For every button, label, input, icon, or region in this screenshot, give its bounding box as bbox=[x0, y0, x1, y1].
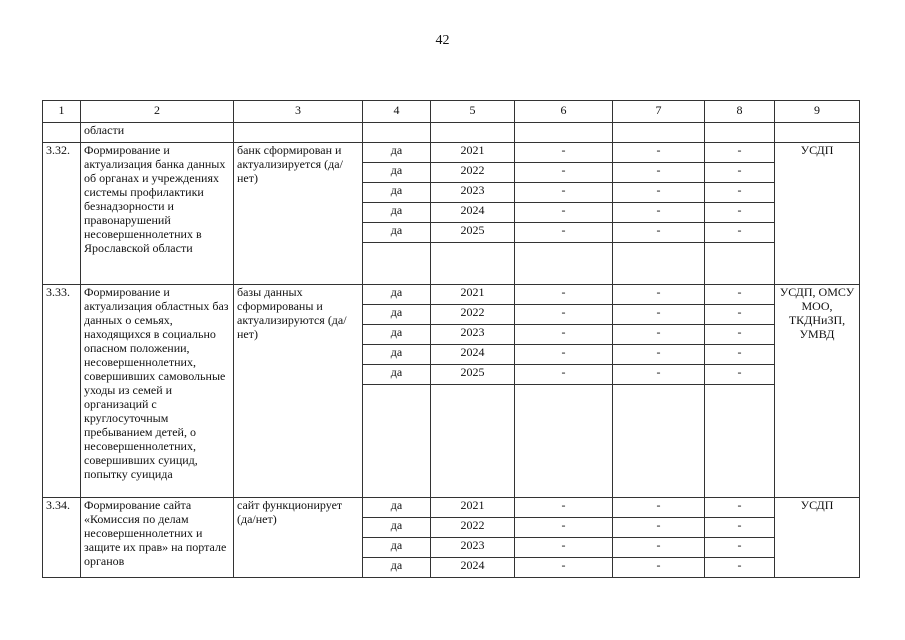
header-col-9: 9 bbox=[775, 101, 860, 123]
indicator-value: да bbox=[363, 345, 431, 365]
year-cell: 2024 bbox=[431, 558, 515, 578]
year-cell: 2025 bbox=[431, 365, 515, 385]
col6-value: - bbox=[515, 345, 613, 365]
header-col-7: 7 bbox=[613, 101, 705, 123]
col8-value: - bbox=[705, 498, 775, 518]
page-number: 42 bbox=[435, 33, 450, 48]
header-col-3: 3 bbox=[234, 101, 363, 123]
col6-value: - bbox=[515, 285, 613, 305]
col8-value: - bbox=[705, 203, 775, 223]
continuation-text: области bbox=[81, 123, 234, 143]
col7-value: - bbox=[613, 143, 705, 163]
col7-value: - bbox=[613, 183, 705, 203]
col8-value: - bbox=[705, 325, 775, 345]
indicator-text: базы данных сформированы и актуализируются (да/нет) bbox=[234, 285, 363, 498]
indicator-text: банк сформирован и актуализируется (да/нет) bbox=[234, 143, 363, 285]
year-cell: 2021 bbox=[431, 285, 515, 305]
year-cell: 2025 bbox=[431, 223, 515, 243]
indicator-value: да bbox=[363, 203, 431, 223]
year-cell: 2021 bbox=[431, 143, 515, 163]
year-cell: 2024 bbox=[431, 203, 515, 223]
year-cell: 2022 bbox=[431, 305, 515, 325]
year-cell: 2022 bbox=[431, 163, 515, 183]
indicator-value: да bbox=[363, 558, 431, 578]
col6-value: - bbox=[515, 223, 613, 243]
continuation-row bbox=[43, 123, 860, 143]
col8-value: - bbox=[705, 163, 775, 183]
indicator-value: да bbox=[363, 325, 431, 345]
year-cell: 2023 bbox=[431, 538, 515, 558]
col8-value: - bbox=[705, 285, 775, 305]
indicator-value: да bbox=[363, 223, 431, 243]
continuation-col-1 bbox=[43, 123, 81, 143]
col6-value: - bbox=[515, 143, 613, 163]
col6-value: - bbox=[515, 365, 613, 385]
col7-value: - bbox=[613, 203, 705, 223]
indicator-value: да bbox=[363, 498, 431, 518]
col8-value: - bbox=[705, 518, 775, 538]
executor: УСДП bbox=[775, 143, 860, 285]
indicator-value: да bbox=[363, 518, 431, 538]
col8-value: - bbox=[705, 558, 775, 578]
col6-value: - bbox=[515, 498, 613, 518]
header-col-8: 8 bbox=[705, 101, 775, 123]
col7-value: - bbox=[613, 498, 705, 518]
col7-value: - bbox=[613, 325, 705, 345]
col6-value: - bbox=[515, 183, 613, 203]
col7-value: - bbox=[613, 365, 705, 385]
col7-value: - bbox=[613, 223, 705, 243]
year-cell: 2021 bbox=[431, 498, 515, 518]
year-cell: 2022 bbox=[431, 518, 515, 538]
indicator-text: сайт функционирует (да/нет) bbox=[234, 498, 363, 578]
measure-description: Формирование и актуализация банка данных об органах и учреждениях системы профилактики безнадзорности и правонарушений несовершеннолетних в Ярославской области bbox=[81, 143, 234, 285]
col7-value: - bbox=[613, 518, 705, 538]
measure-description: Формирование и актуализация областных баз данных о семьях, находящихся в социально опасном положении, несовершеннолетних, совершивших самовольные уходы из семей и организаций с круглосуточным пребыванием детей, о несовершеннолетних, совершивших суицид, попытку суицида bbox=[81, 285, 234, 498]
header-col-4: 4 bbox=[363, 101, 431, 123]
col7-value: - bbox=[613, 345, 705, 365]
col7-value: - bbox=[613, 558, 705, 578]
table-row bbox=[43, 285, 860, 305]
col8-value: - bbox=[705, 305, 775, 325]
indicator-value: да bbox=[363, 538, 431, 558]
table-row bbox=[43, 498, 860, 518]
col8-value: - bbox=[705, 223, 775, 243]
executor: УСДП, ОМСУ МОО, ТКДНиЗП, УМВД bbox=[775, 285, 860, 498]
indicator-value: да bbox=[363, 365, 431, 385]
indicator-value: да bbox=[363, 143, 431, 163]
col6-value: - bbox=[515, 538, 613, 558]
year-cell: 2023 bbox=[431, 183, 515, 203]
header-col-1: 1 bbox=[43, 101, 81, 123]
header-row bbox=[43, 101, 860, 123]
col7-value: - bbox=[613, 285, 705, 305]
indicator-value: да bbox=[363, 305, 431, 325]
row-number: 3.34. bbox=[43, 498, 81, 578]
col8-value: - bbox=[705, 143, 775, 163]
table-row bbox=[43, 143, 860, 163]
col7-value: - bbox=[613, 538, 705, 558]
col8-value: - bbox=[705, 345, 775, 365]
header-col-2: 2 bbox=[81, 101, 234, 123]
header-col-6: 6 bbox=[515, 101, 613, 123]
col7-value: - bbox=[613, 305, 705, 325]
col8-value: - bbox=[705, 538, 775, 558]
year-cell: 2024 bbox=[431, 345, 515, 365]
col6-value: - bbox=[515, 163, 613, 183]
col7-value: - bbox=[613, 163, 705, 183]
col6-value: - bbox=[515, 203, 613, 223]
row-number: 3.33. bbox=[43, 285, 81, 498]
indicator-value: да bbox=[363, 163, 431, 183]
col6-value: - bbox=[515, 325, 613, 345]
col6-value: - bbox=[515, 518, 613, 538]
col8-value: - bbox=[705, 183, 775, 203]
col6-value: - bbox=[515, 305, 613, 325]
row-number: 3.32. bbox=[43, 143, 81, 285]
header-col-5: 5 bbox=[431, 101, 515, 123]
indicator-value: да bbox=[363, 183, 431, 203]
col8-value: - bbox=[705, 365, 775, 385]
indicator-value: да bbox=[363, 285, 431, 305]
col6-value: - bbox=[515, 558, 613, 578]
measure-description: Формирование сайта «Комиссия по делам несовершеннолетних и защите их прав» на портале органов bbox=[81, 498, 234, 578]
measures-table bbox=[42, 100, 860, 578]
executor: УСДП bbox=[775, 498, 860, 578]
year-cell: 2023 bbox=[431, 325, 515, 345]
